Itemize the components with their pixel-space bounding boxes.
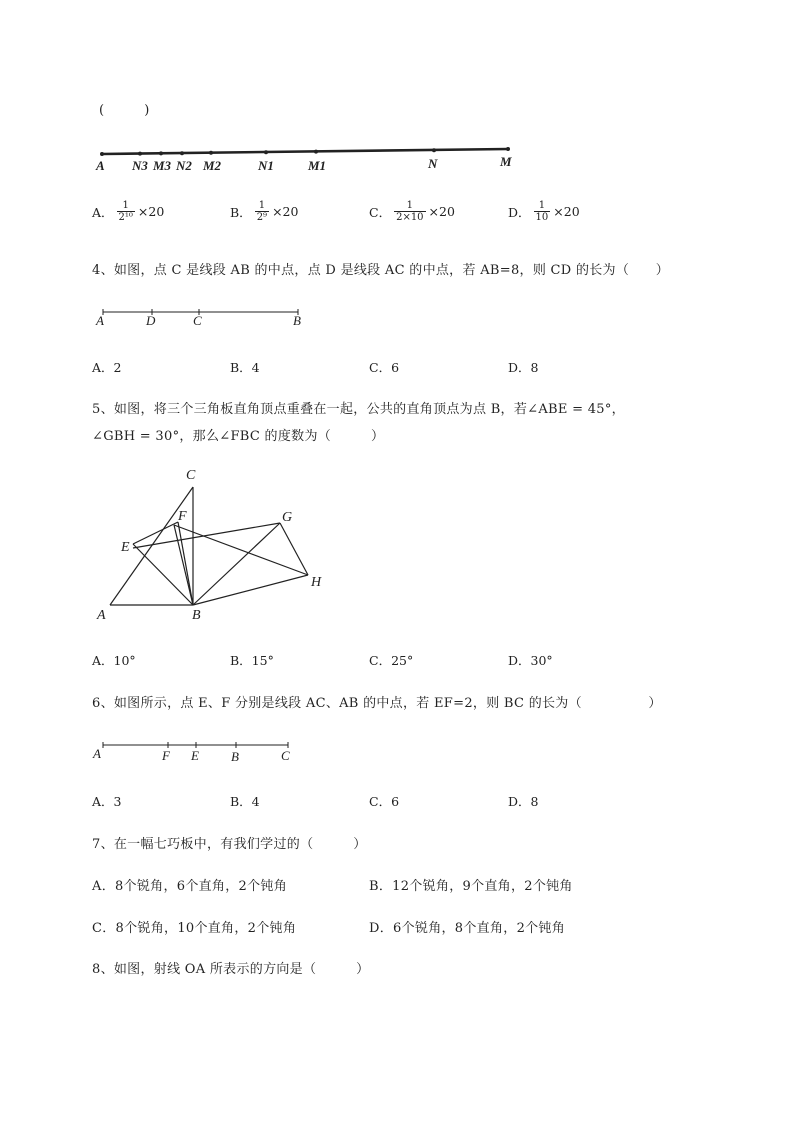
q3-point-label: N2 [176,158,192,173]
q5-text-line2: ∠GBH = 30°，那么∠FBC 的度数为（ ） [92,429,385,444]
q3-option-c[interactable]: C． $\frac{1}{2\times 10}$ ×20 [369,200,455,223]
q6-point-label: C [281,748,290,763]
q6-point-label: B [231,749,239,764]
q3-point-label: N [428,156,438,171]
q7-option-d[interactable]: D．6个锐角，8个直角，2个钝角 [369,921,566,936]
fraction: $\frac{1}{\text{2¹⁰}}$ [118,200,133,223]
q3-option-b[interactable]: B． $\frac{1}{\text{2⁹}}$ ×20 [230,200,299,223]
fraction: $\frac{1}{2\times 10}$ [396,200,424,223]
q6-text: 6、如图所示，点 E、F 分别是线段 AC、AB 的中点，若 EF=2，则 BC 的长为（ ） [92,696,662,711]
q5-text-line1: 5、如图，将三个三角板直角顶点重叠在一起，公共的直角顶点为点 B，若∠ABE = 45°， [92,402,625,417]
q3-segment-figure [90,140,530,178]
q7-text: 7、在一幅七巧板中，有我们学过的（ ） [92,837,367,852]
q4-option-b[interactable]: B．4 [230,360,260,375]
q3-point-label: M [500,154,512,169]
q5-option-c[interactable]: C．25° [369,653,414,668]
q5-option-d[interactable]: D．30° [508,653,553,668]
q5-point-label: C [186,468,196,483]
q3-point-label: M1 [308,158,327,173]
q3-option-a[interactable]: A． $\frac{1}{\text{2¹⁰}}$ ×20 [92,200,165,223]
q4-point-label: B [293,313,301,328]
q5-option-b[interactable]: B．15° [230,653,274,668]
q6-segment-figure [90,735,305,767]
q7-option-c[interactable]: C．8个锐角，10个直角，2个钝角 [92,921,297,936]
q3-point-label: A [96,158,105,173]
q3-point-label: M2 [203,158,222,173]
q3-option-d[interactable]: D． $\frac{1}{10}$ ×20 [508,200,580,223]
q5-point-label: H [311,575,322,590]
q4-segment-figure [92,302,312,332]
q6-option-c[interactable]: C．6 [369,794,400,809]
q4-option-a[interactable]: A．2 [92,360,122,375]
q4-point-label: C [193,313,202,328]
q8-text: 8、如图，射线 OA 所表示的方向是（ ） [92,962,370,977]
q5-point-label: E [121,540,130,555]
q3-point-label: M3 [153,158,172,173]
q6-point-label: E [191,748,199,763]
q4-option-d[interactable]: D．8 [508,360,539,375]
q7-option-a[interactable]: A．8个锐角，6个直角，2个钝角 [92,879,288,894]
q3-answer-paren: ( ) [99,103,150,118]
q3-point-label: N1 [258,158,274,173]
q6-option-a[interactable]: A．3 [92,794,122,809]
q5-point-label: F [178,509,187,524]
fraction: $\frac{1}{10}$ [535,200,549,223]
q4-option-c[interactable]: C．6 [369,360,400,375]
fraction: $\frac{1}{\text{2⁹}}$ [256,200,268,223]
q5-option-a[interactable]: A．10° [92,653,136,668]
q4-point-label: A [96,313,104,328]
q7-option-b[interactable]: B．12个锐角，9个直角，2个钝角 [369,879,573,894]
q5-triangle-figure [90,462,340,627]
q5-point-label: G [282,510,293,525]
q3-point-label: N3 [132,158,148,173]
q5-point-label: A [97,608,106,623]
q6-option-d[interactable]: D．8 [508,794,539,809]
q4-point-label: D [146,313,156,328]
q6-point-label: F [162,748,170,763]
q4-text: 4、如图，点 C 是线段 AB 的中点，点 D 是线段 AC 的中点，若 AB=8，则 CD 的长为（ ） [92,263,670,278]
q6-point-label: A [93,746,101,761]
q6-option-b[interactable]: B．4 [230,794,260,809]
q5-point-label: B [192,608,201,623]
